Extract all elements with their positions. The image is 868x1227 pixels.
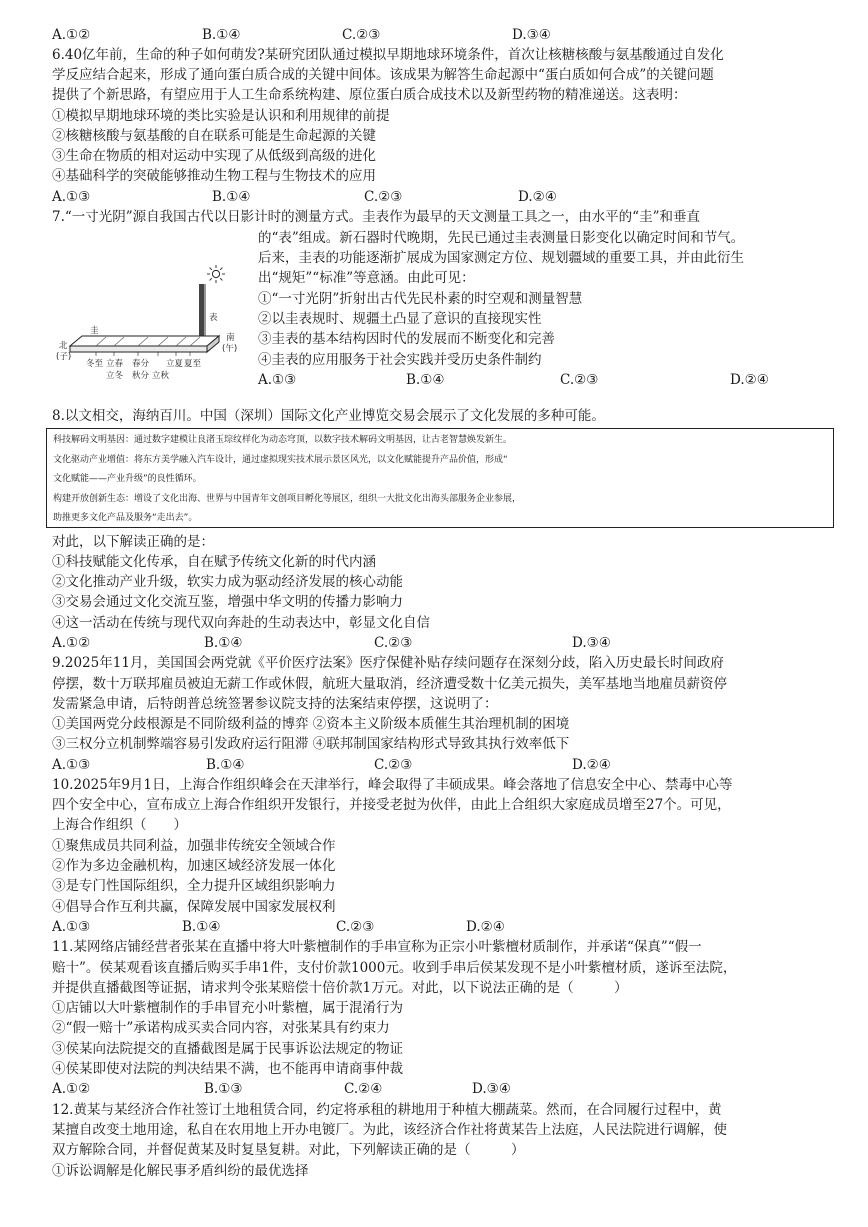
q8-statement: ③交易会通过文化交流互鉴，增强中华文明的传播力影响力 <box>52 594 403 610</box>
q7-option-b[interactable]: B.①④ <box>406 372 445 388</box>
q8-box-line: 助推更多文化产品及服务“走出去”。 <box>53 513 198 523</box>
q11-option-c[interactable]: C.②④ <box>344 1081 383 1097</box>
q11-option-b[interactable]: B.①③ <box>204 1081 243 1097</box>
q8-box-line: 构建开放创新生态：增设了文化出海、世界与中国青年文创项目孵化等展区，组织一大批文化出海头部服务企业参展， <box>53 493 522 504</box>
q6-stem-line: 学反应结合起来，形成了通向蛋白质合成的关键中间体。该成果为解答生命起源中“蛋白质如何合成”的关键问题 <box>52 67 714 83</box>
q8-stem: 8.以文相交，海纳百川。中国（深圳）国际文化产业博览交易会展示了文化发展的多种可能。 <box>52 408 605 424</box>
q8-statement: ②文化推动产业升级，软实力成为驱动经济发展的核心动能 <box>52 574 403 590</box>
q8-option-d[interactable]: D.③④ <box>572 635 611 651</box>
biao-label: 表 <box>209 313 218 323</box>
q9-option-d[interactable]: D.②④ <box>572 757 611 773</box>
q11-statement: ③侯某向法院提交的直播截图是属于民事诉讼法规定的物证 <box>52 1041 403 1057</box>
q6-option-b[interactable]: B.①④ <box>212 189 251 205</box>
south-label: 南 <box>226 333 235 343</box>
q6-statement: ④基础科学的突破能够推动生物工程与生物技术的应用 <box>52 168 376 184</box>
q6-stem-line: 6.40亿年前，生命的种子如何萌发?某研究团队通过模拟早期地球环境条件，首次让核糖核酸与氨基酸通过自发化 <box>52 47 724 63</box>
q11-option-a[interactable]: A.①② <box>52 1081 91 1097</box>
q11-stem-line: 11.某网络店铺经营者张某在直播中将大叶紫檀制作的手串宣称为正宗小叶紫檀材质制作，并承诺“保真”“假一 <box>52 939 702 955</box>
q10-stem-line: 上海合作组织（ ） <box>52 817 187 833</box>
q12-statement: ①诉讼调解是化解民事矛盾纠纷的最优选择 <box>52 1163 309 1179</box>
q9-option-c[interactable]: C.②③ <box>374 757 413 773</box>
q9-stem-line: 发需紧急申请，后特朗普总统签署参议院支持的法案结束停摆，这说明了： <box>52 696 498 712</box>
term-label: 冬至 <box>86 359 104 369</box>
q7-statement: ③圭表的基本结构因时代的发展而不断变化和完善 <box>258 331 555 347</box>
q9-option-b[interactable]: B.①④ <box>206 757 245 773</box>
q5-option-b[interactable]: B.①④ <box>202 27 241 43</box>
q8-option-c[interactable]: C.②③ <box>374 635 413 651</box>
q6-statement: ①模拟早期地球环境的类比实验是认识和利用规律的前提 <box>52 108 390 124</box>
q6-statement: ②核糖核酸与氨基酸的自在联系可能是生命起源的关键 <box>52 128 376 144</box>
q7-stem-line: 后来，圭表的功能逐渐扩展成为国家测定方位、规划疆域的重要工具，并由此衍生 <box>258 250 744 266</box>
guibiao-figure <box>56 262 252 388</box>
q11-option-d[interactable]: D.③④ <box>472 1081 511 1097</box>
term-label: 秋分 <box>132 371 150 381</box>
q5-option-d[interactable]: D.③④ <box>512 27 551 43</box>
q6-option-d[interactable]: D.②④ <box>518 189 557 205</box>
q10-option-d[interactable]: D.②④ <box>466 919 505 935</box>
q8-box-line: 文化赋能——产业升级”的良性循环。 <box>53 474 202 484</box>
term-label: 夏至 <box>184 359 202 369</box>
q9-stem-line: 9.2025年11月，美国国会两党就《平价医疗法案》医疗保健补贴存续问题存在深刻分歧，陷入历史最长时间政府 <box>52 655 724 671</box>
term-label: 立冬 <box>106 371 124 381</box>
q6-option-a[interactable]: A.①③ <box>52 189 91 205</box>
q10-option-a[interactable]: A.①③ <box>52 919 91 935</box>
north-label: 北 <box>59 341 68 351</box>
q12-stem-line: 某擅自改变土地用途，私自在农用地上开办电镀厂。为此，该经济合作社将黄某告上法庭，人民法院进行调解，使 <box>52 1122 727 1138</box>
q12-stem-line: 双方解除合同，并督促黄某及时复垦复耕。对此，下列解读正确的是（ ） <box>52 1142 525 1158</box>
q11-statement: ①店铺以大叶紫檀制作的手串冒充小叶紫檀，属于混淆行为 <box>52 1000 403 1016</box>
q11-statement: ②“假一赔十”承诺构成买卖合同内容，对张某具有约束力 <box>52 1020 390 1036</box>
q11-statement: ④侯某即使对法院的判决结果不满，也不能再申请商事仲裁 <box>52 1061 403 1077</box>
q6-statement: ③生命在物质的相对运动中实现了从低级到高级的进化 <box>52 148 376 164</box>
q7-option-d[interactable]: D.②④ <box>730 372 769 388</box>
q6-option-c[interactable]: C.②③ <box>364 189 403 205</box>
q10-option-c[interactable]: C.②③ <box>336 919 375 935</box>
q5-option-a[interactable]: A.①② <box>52 27 91 43</box>
term-label: 立秋 <box>152 371 170 381</box>
south-sub-label: (午) <box>222 344 238 354</box>
q7-statement: ①“一寸光阴”折射出古代先民朴素的时空观和测量智慧 <box>258 291 583 307</box>
q7-statement: ②以圭表规时、规疆土凸显了意识的直接现实性 <box>258 311 542 327</box>
q7-stem-line: 7.“一寸光阴”源自我国古代以日影计时的测量方式。圭表作为最早的天文测量工具之一，由水平的“圭”和垂直 <box>52 209 700 225</box>
sun-icon <box>207 265 225 283</box>
q6-stem-line: 提供了个新思路，有望应用于人工生命系统构建、原位蛋白质合成技术以及新型药物的精准递送。这表明： <box>52 87 687 103</box>
q7-stem-line: 出“规矩”“标准”等意涵。由此可见： <box>258 270 475 286</box>
q9-stem-line: 停摆，数十万联邦雇员被迫无薪工作或休假，航班大量取消，经济遭受数十亿美元损失，美军基地当地雇员薪资停 <box>52 676 727 692</box>
q7-option-a[interactable]: A.①③ <box>258 372 297 388</box>
q12-stem-line: 12.黄某与某经济合作社签订土地租赁合同，约定将承租的耕地用于种植大棚蔬菜。然而，在合同履行过程中，黄 <box>52 1102 722 1118</box>
term-label: 立春 <box>106 359 124 369</box>
gui-base <box>70 336 219 356</box>
q10-statement: ③是专门性国际组织，全力提升区域组织影响力 <box>52 878 336 894</box>
q10-stem-line: 四个安全中心，宣布成立上海合作组织开发银行，并接受老挝为伙伴，由此上合组织大家庭成员增至27个。可见， <box>52 797 731 813</box>
q10-stem-line: 10.2025年9月1日，上海合作组织峰会在天津举行，峰会取得了丰硕成果。峰会落地了信息安全中心、禁毒中心等 <box>52 777 733 793</box>
q5-option-c[interactable]: C.②③ <box>342 27 381 43</box>
q7-stem-line: 的“表”组成。新石器时代晚期，先民已通过圭表测量日影变化以确定时间和节气。 <box>258 230 745 246</box>
q10-statement: ②作为多边金融机构，加速区域经济发展一体化 <box>52 858 336 874</box>
q10-statement: ④倡导合作互利共赢，保障发展中国家发展权利 <box>52 899 336 915</box>
q9-statement: ①美国两党分歧根源是不同阶级利益的博弈 ②资本主义阶级本质催生其治理机制的困境 <box>52 716 570 732</box>
term-label: 立夏 <box>166 359 184 369</box>
q7-option-c[interactable]: C.②③ <box>560 372 599 388</box>
q8-statement: ①科技赋能文化传承，自在赋予传统文化新的时代内涵 <box>52 554 376 570</box>
q11-stem-line: 赔十”。侯某观看该直播后购买手串1件，支付价款1000元。收到手串后侯某发现不是小叶紫檀材质，遂诉至法院， <box>52 960 737 976</box>
q8-material-box <box>46 428 834 528</box>
q10-option-b[interactable]: B.①④ <box>182 919 221 935</box>
q8-box-line: 文化驱动产业增值：将东方美学融入汽车设计，通过虚拟现实技术展示景区风光，以文化赋能提升产品价值，形成“ <box>53 454 508 465</box>
q8-lead: 对此，以下解读正确的是： <box>52 534 214 550</box>
q7-statement: ④圭表的应用服务于社会实践并受历史条件制约 <box>258 352 542 368</box>
gui-label: 圭 <box>90 326 99 336</box>
q9-statement: ③三权分立机制弊端容易引发政府运行阻滞 ④联邦制国家结构形式导致其执行效率低下 <box>52 736 570 752</box>
q9-option-a[interactable]: A.①③ <box>52 757 91 773</box>
q10-statement: ①聚焦成员共同利益，加强非传统安全领域合作 <box>52 838 336 854</box>
q8-option-b[interactable]: B.①④ <box>204 635 243 651</box>
q8-box-line: 科技解码文明基因：通过数字建模让良渚玉琮纹样化为动态穹顶，以数字技术解码文明基因，让古老智慧焕发新生。 <box>53 435 513 445</box>
north-sub-label: (子) <box>56 352 72 362</box>
q8-statement: ④这一活动在传统与现代双向奔赴的生动表达中，彰显文化自信 <box>52 615 430 631</box>
term-label: 春分 <box>132 359 150 369</box>
q8-option-a[interactable]: A.①② <box>52 635 91 651</box>
q11-stem-line: 并提供直播截图等证据，请求判令张某赔偿十倍价款1万元。对此，以下说法正确的是（ ） <box>52 980 628 996</box>
